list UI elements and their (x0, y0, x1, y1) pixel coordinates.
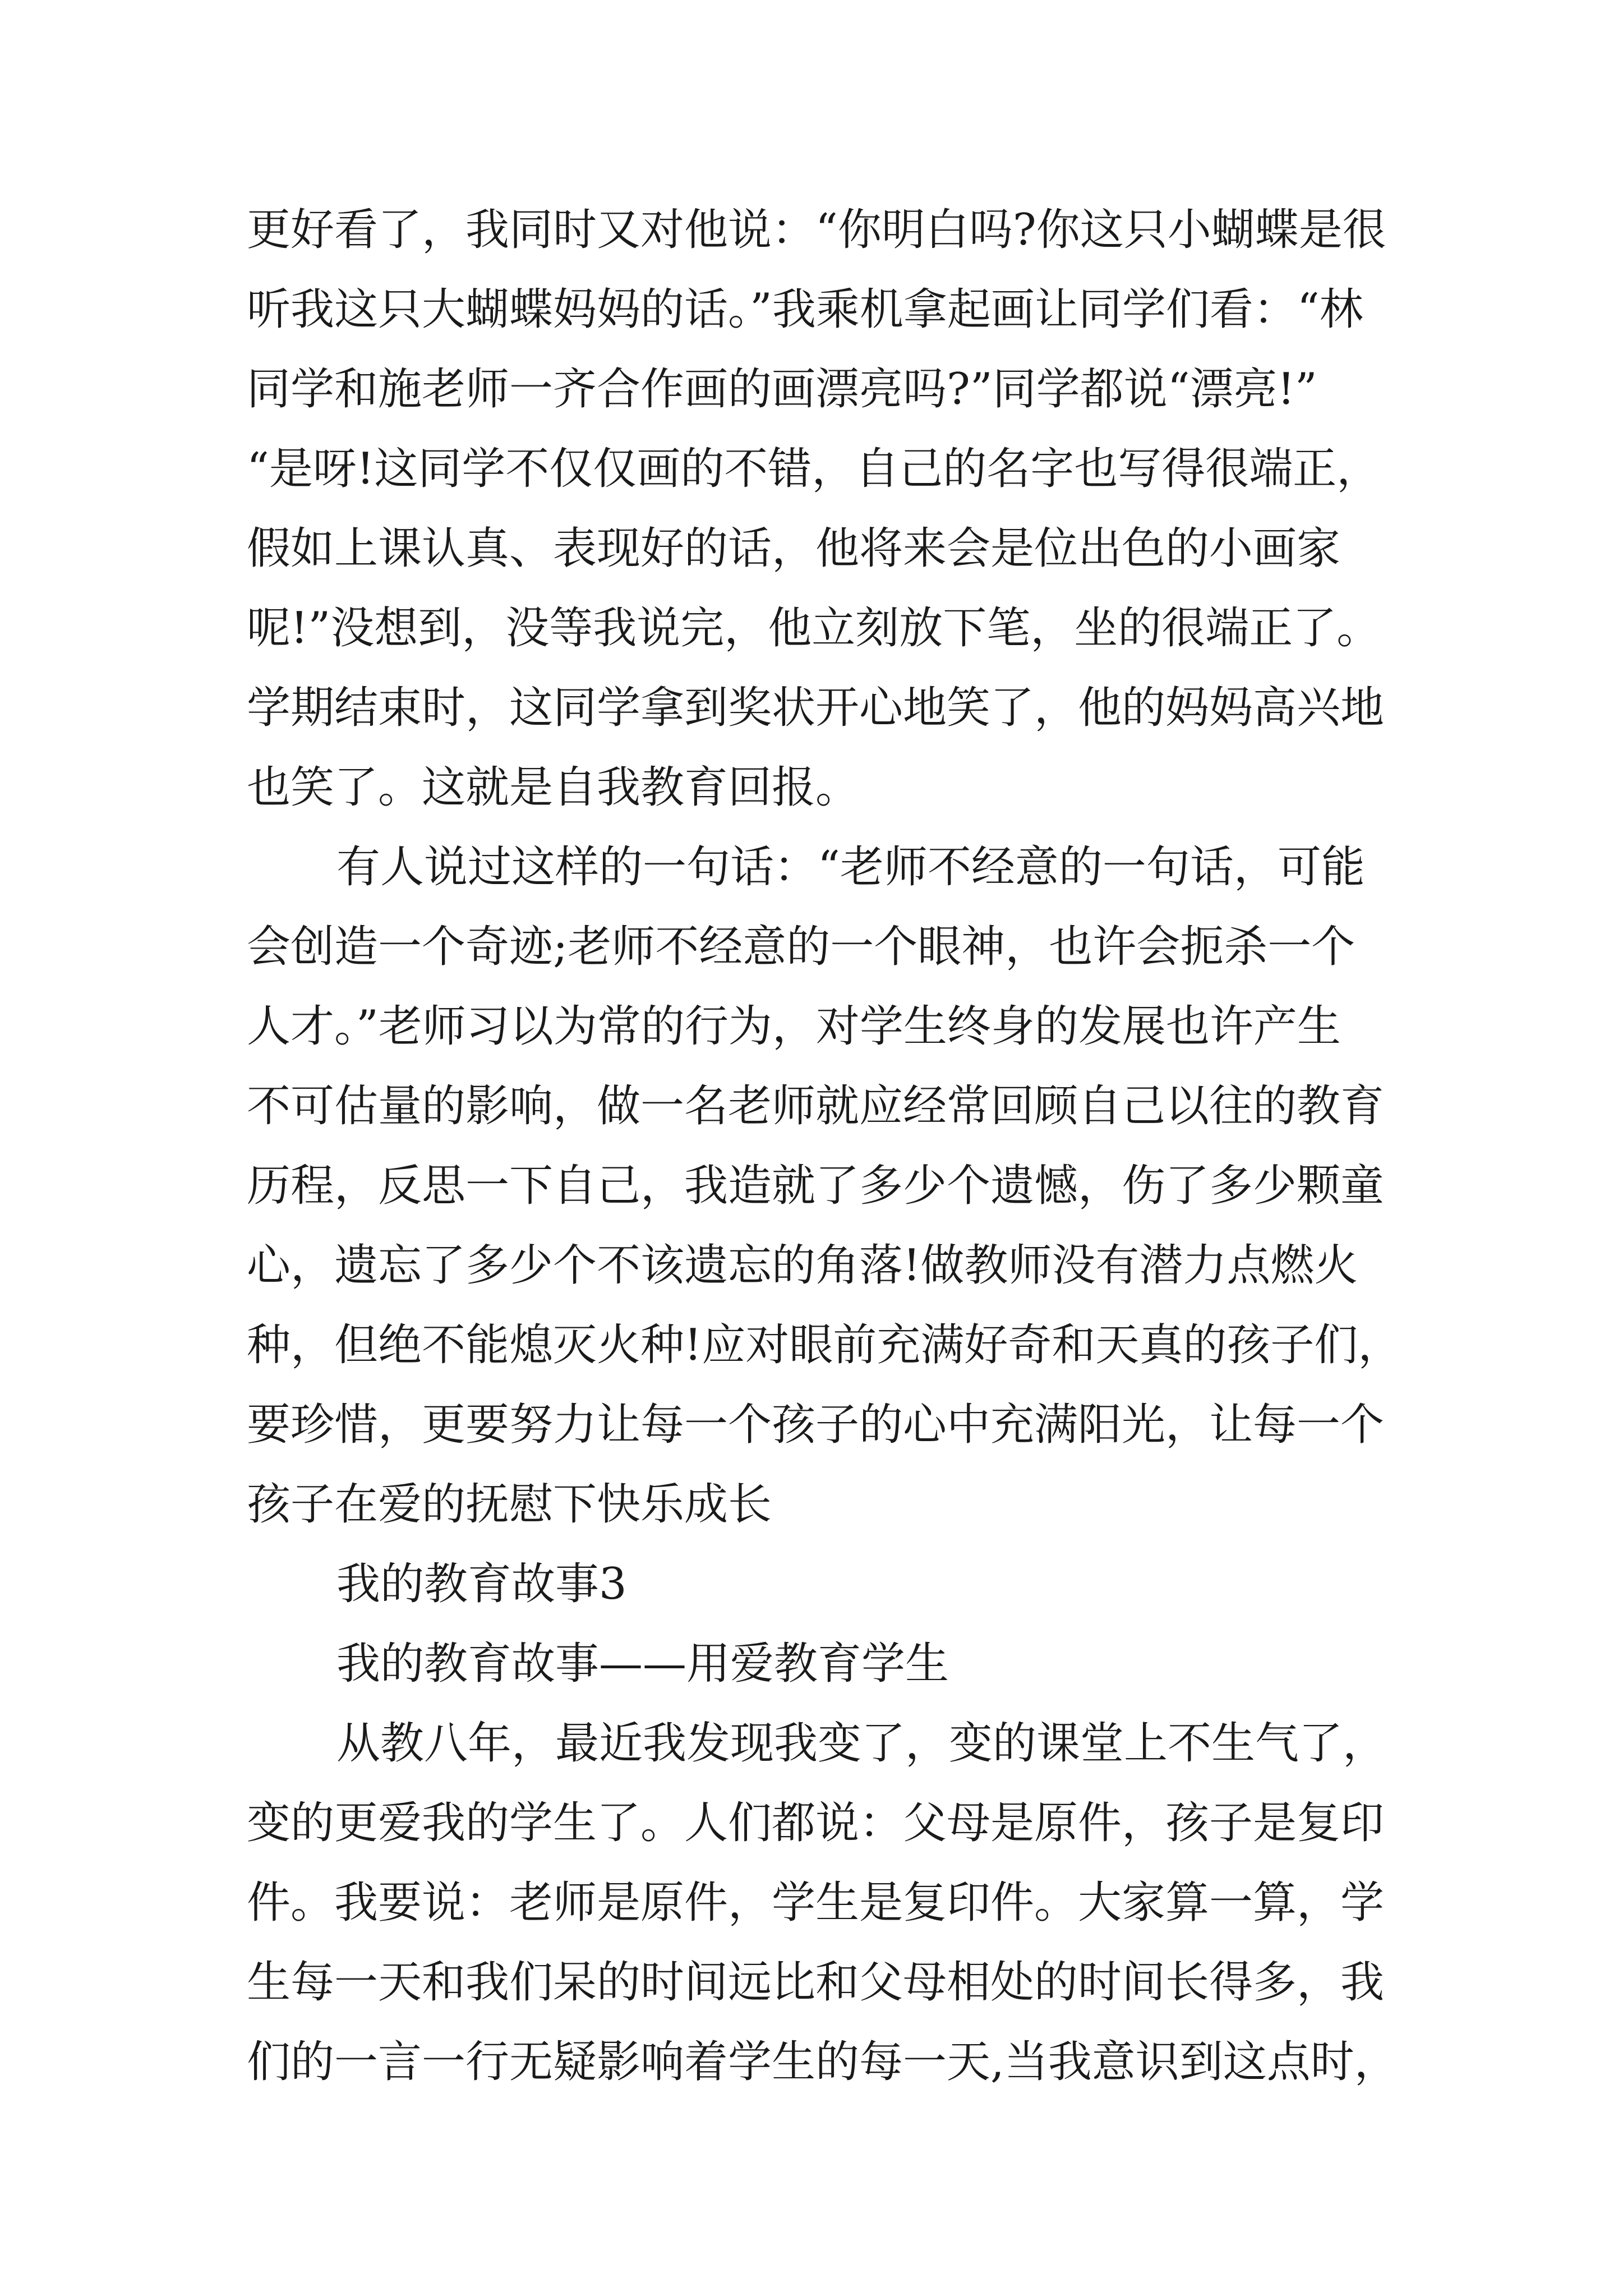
text-line: 也笑了。这就是自我教育回报。 (247, 762, 860, 813)
text-line: 同学和施老师一齐合作画的画漂亮吗?”同学都说“漂亮!” (247, 364, 1317, 415)
text-line: 不可估量的影响，做一名老师就应经常回顾自己以往的教育 (247, 1081, 1385, 1131)
text-line: 种，但绝不能熄灭火种!应对眼前充满好奇和天真的孩子们， (247, 1320, 1402, 1370)
text-line: 学期结束时，这同学拿到奖状开心地笑了，他的妈妈高兴地 (247, 683, 1385, 733)
paragraph-start-line: 有人说过这样的一句话：“老师不经意的一句话，可能 (336, 842, 1365, 892)
text-line: 要珍惜，更要努力让每一个孩子的心中充满阳光，让每一个 (247, 1400, 1385, 1450)
text-line: 孩子在爱的抚慰下快乐成长 (247, 1479, 772, 1530)
text-line: 假如上课认真、表现好的话，他将来会是位出色的小画家 (247, 523, 1341, 574)
section-heading: 我的教育故事3 (336, 1559, 627, 1609)
text-line: 们的一言一行无疑影响着学生的每一天,当我意识到这点时， (247, 2037, 1398, 2087)
text-line: 呢!”没想到，没等我说完，他立刻放下笔，坐的很端正了。 (247, 603, 1381, 654)
text-line: 生每一天和我们呆的时间远比和父母相处的时间长得多，我 (247, 1957, 1385, 2008)
text-line: 人才。”老师习以为常的行为，对学生终身的发展也许产生 (247, 1001, 1341, 1052)
text-line: 更好看了，我同时又对他说：“你明白吗?你这只小蝴蝶是很 (247, 205, 1386, 255)
text-line: 会创造一个奇迹;老师不经意的一个眼神，也许会扼杀一个 (247, 922, 1355, 972)
text-line: 变的更爱我的学生了。人们都说：父母是原件，孩子是复印 (247, 1798, 1385, 1848)
paragraph-start-line: 从教八年，最近我发现我变了，变的课堂上不生气了， (336, 1718, 1387, 1769)
text-line: 件。我要说：老师是原件，学生是复印件。大家算一算，学 (247, 1878, 1385, 1928)
text-line: 心，遗忘了多少个不该遗忘的角落!做教师没有潜力点燃火 (247, 1240, 1358, 1291)
story-title: 我的教育故事——用爱教育学生 (336, 1639, 949, 1689)
text-line: “是呀!这同学不仅仅画的不错，自己的名字也写得很端正， (247, 444, 1381, 494)
text-line: 听我这只大蝴蝶妈妈的话。”我乘机拿起画让同学们看：“林 (247, 284, 1363, 335)
text-line: 历程，反思一下自己，我造就了多少个遗憾，伤了多少颗童 (247, 1161, 1385, 1211)
